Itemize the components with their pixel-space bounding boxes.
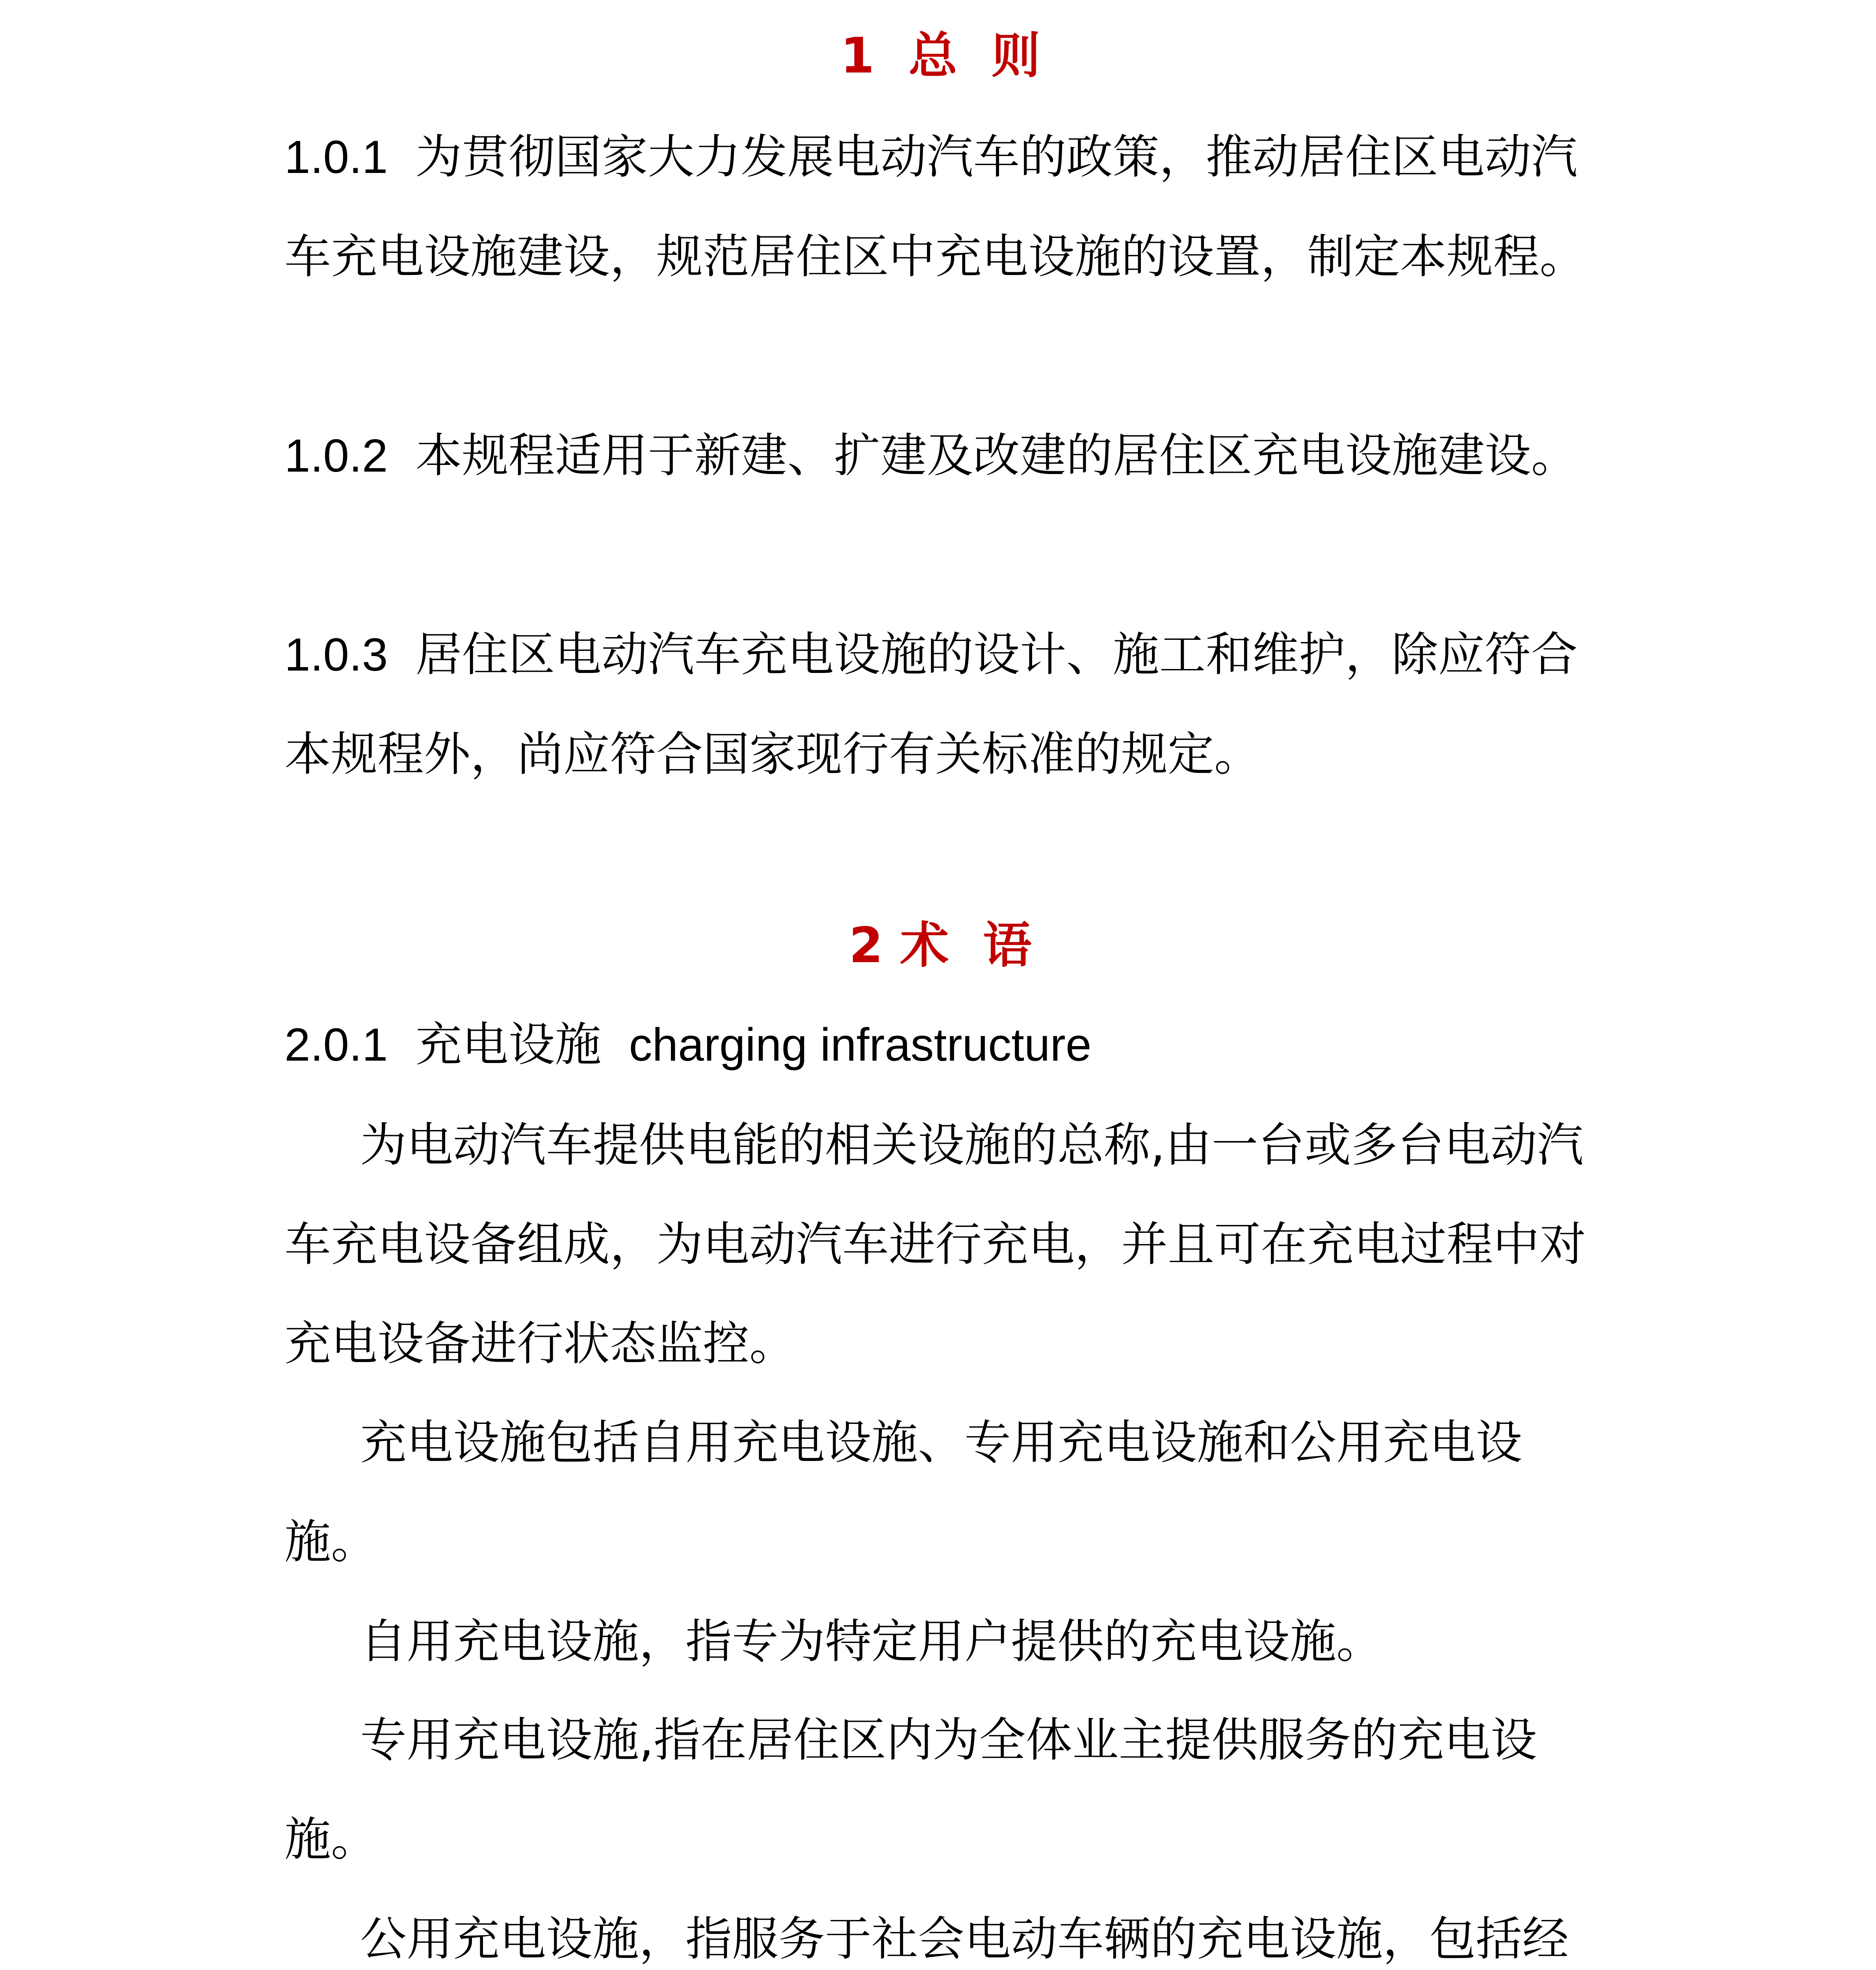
clause-number: 1.0.3 [284, 629, 388, 681]
clause-number: 1.0.2 [284, 430, 388, 482]
section-1-heading: 1 总 则 [840, 28, 1040, 84]
clause-text: 为贯彻国家大力发展电动汽车的政策，推动居住区电动汽车充电设施建设，规范居住区中充电设施的设置，制定本规程。 [284, 130, 1586, 284]
clause-text: 本规程适用于新建、扩建及改建的居住区充电设施建设。 [415, 428, 1578, 483]
term-english: charging infrastructure [629, 1019, 1092, 1071]
clause-text: 居住区电动汽车充电设施的设计、施工和维护，除应符合本规程外，尚应符合国家现行有关标准的规定。 [284, 627, 1578, 781]
clause-1-0-3 [284, 605, 1596, 804]
term-definition-paragraph: 自用充电设施，指专为特定用户提供的充电设施。 [360, 1614, 1383, 1669]
section-2-heading: 2 术 语 [849, 917, 1032, 974]
term-definition-paragraph: 充电设施包括自用充电设施、专用充电设施和公用充电设施。 [284, 1415, 1523, 1569]
term-definition-paragraph: 专用充电设施,指在居住区内为全体业主提供服务的充电设施。 [284, 1713, 1537, 1866]
term-definition-paragraph: 为电动汽车提供电能的相关设施的总称,由一台或多台电动汽车充电设备组成，为电动汽车进行充电，并且可在充电过程中对充电设备进行状态监控。 [284, 1118, 1586, 1371]
term-definition-paragraph: 公用充电设施，指服务于社会电动车辆的充电设施，包括经 [360, 1912, 1569, 1966]
term-name: 充电设施 [415, 1017, 602, 1072]
clause-number: 2.0.1 [284, 1019, 388, 1071]
clause-1-0-2 [284, 406, 1596, 506]
clause-number: 1.0.1 [284, 131, 388, 183]
clause-1-0-1 [284, 107, 1596, 306]
term-2-0-1-title [284, 995, 1596, 1095]
